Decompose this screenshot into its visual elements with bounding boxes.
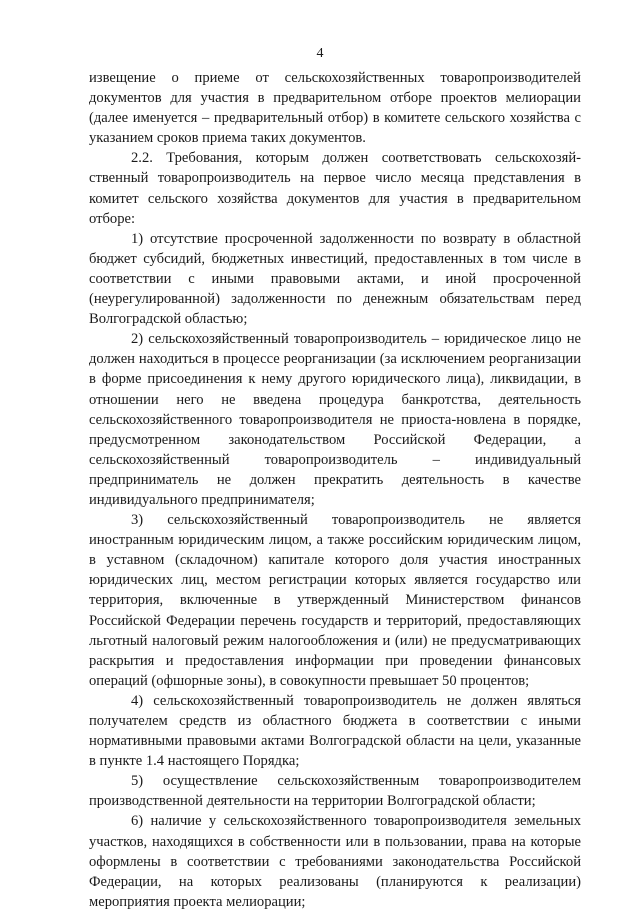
paragraph: 5) осуществление сельскохозяйственным товаропроизводителем производственной деятельности на территории Волгоградской области; (89, 773, 581, 810)
paragraph: 6) наличие у сельскохозяйственного товаропроизводителя земельных участков, находящихся в собственности или в пользовании, права на которые оформлены в соответствии с требованиями законодательства Российской Федерации, на которых реализованы (планируются к реализации) мероприятия проекта мелиорации; (89, 813, 581, 910)
paragraph: 2.2. Требования, которым должен соответствовать сельскохозяй-ственный товаропроизводитель на первое число месяца представления в комитет сельского хозяйства документов для участия в предварительном отборе: (89, 150, 581, 227)
paragraph: 3) сельскохозяйственный товаропроизводитель не является иностранным юридическим лицом, а также российским юридическим лицом, в уставном (складочном) капитале которого доля участия иностранных юридических лиц, местом регистрации которых является государство или территория, включенные в утвержденный Министерством финансов Российской Федерации перечень государств и территорий, предоставляющих льготный налоговый режим налогообложения и (или) не предусматривающих раскрытия и предоставления информации при проведении финансовых операций (офшорные зоны), в совокупности превышает 50 процентов; (89, 512, 581, 689)
paragraph: 2) сельскохозяйственный товаропроизводитель – юридическое лицо не должен находиться в процессе реорганизации (за исключением реорганизации в форме присоединения к нему другого юридического лица), ликвидации, в отношении него не введена процедура банкротства, деятельность сельскохозяйственного товаропроизводителя не приоста-новлена в порядке, предусмотренном законодательством Российской Федерации, а сельскохозяйственный товаропроизводитель – индивидуальный предприниматель не должен прекратить деятельность в качестве индивидуального предпринимателя; (89, 331, 581, 508)
paragraph: 4) сельскохозяйственный товаропроизводитель не должен являться получателем средств из областного бюджета в соответствии с иными нормативными правовыми актами Волгоградской области на цели, указанные в пункте 1.4 настоящего Порядка; (89, 692, 581, 770)
page-number: 4 (316, 46, 324, 61)
paragraph: 1) отсутствие просроченной задолженности по возврату в областной бюджет субсидий, бюджетных инвестиций, предоставленных в том числе в соответствии с иными правовыми актами, и иной просроченной (неурегулированной) задолженности по денежным обязательствам перед Волгоградской областью; (89, 230, 581, 328)
paragraph: извещение о приеме от сельскохозяйственных товаропроизводителей документов для участия в предварительном отборе проектов мелиорации (далее именуется – предварительный отбор) в комитете сельского хозяйства с указанием сроков приема таких документов. (89, 70, 581, 147)
document-body (89, 68, 581, 912)
